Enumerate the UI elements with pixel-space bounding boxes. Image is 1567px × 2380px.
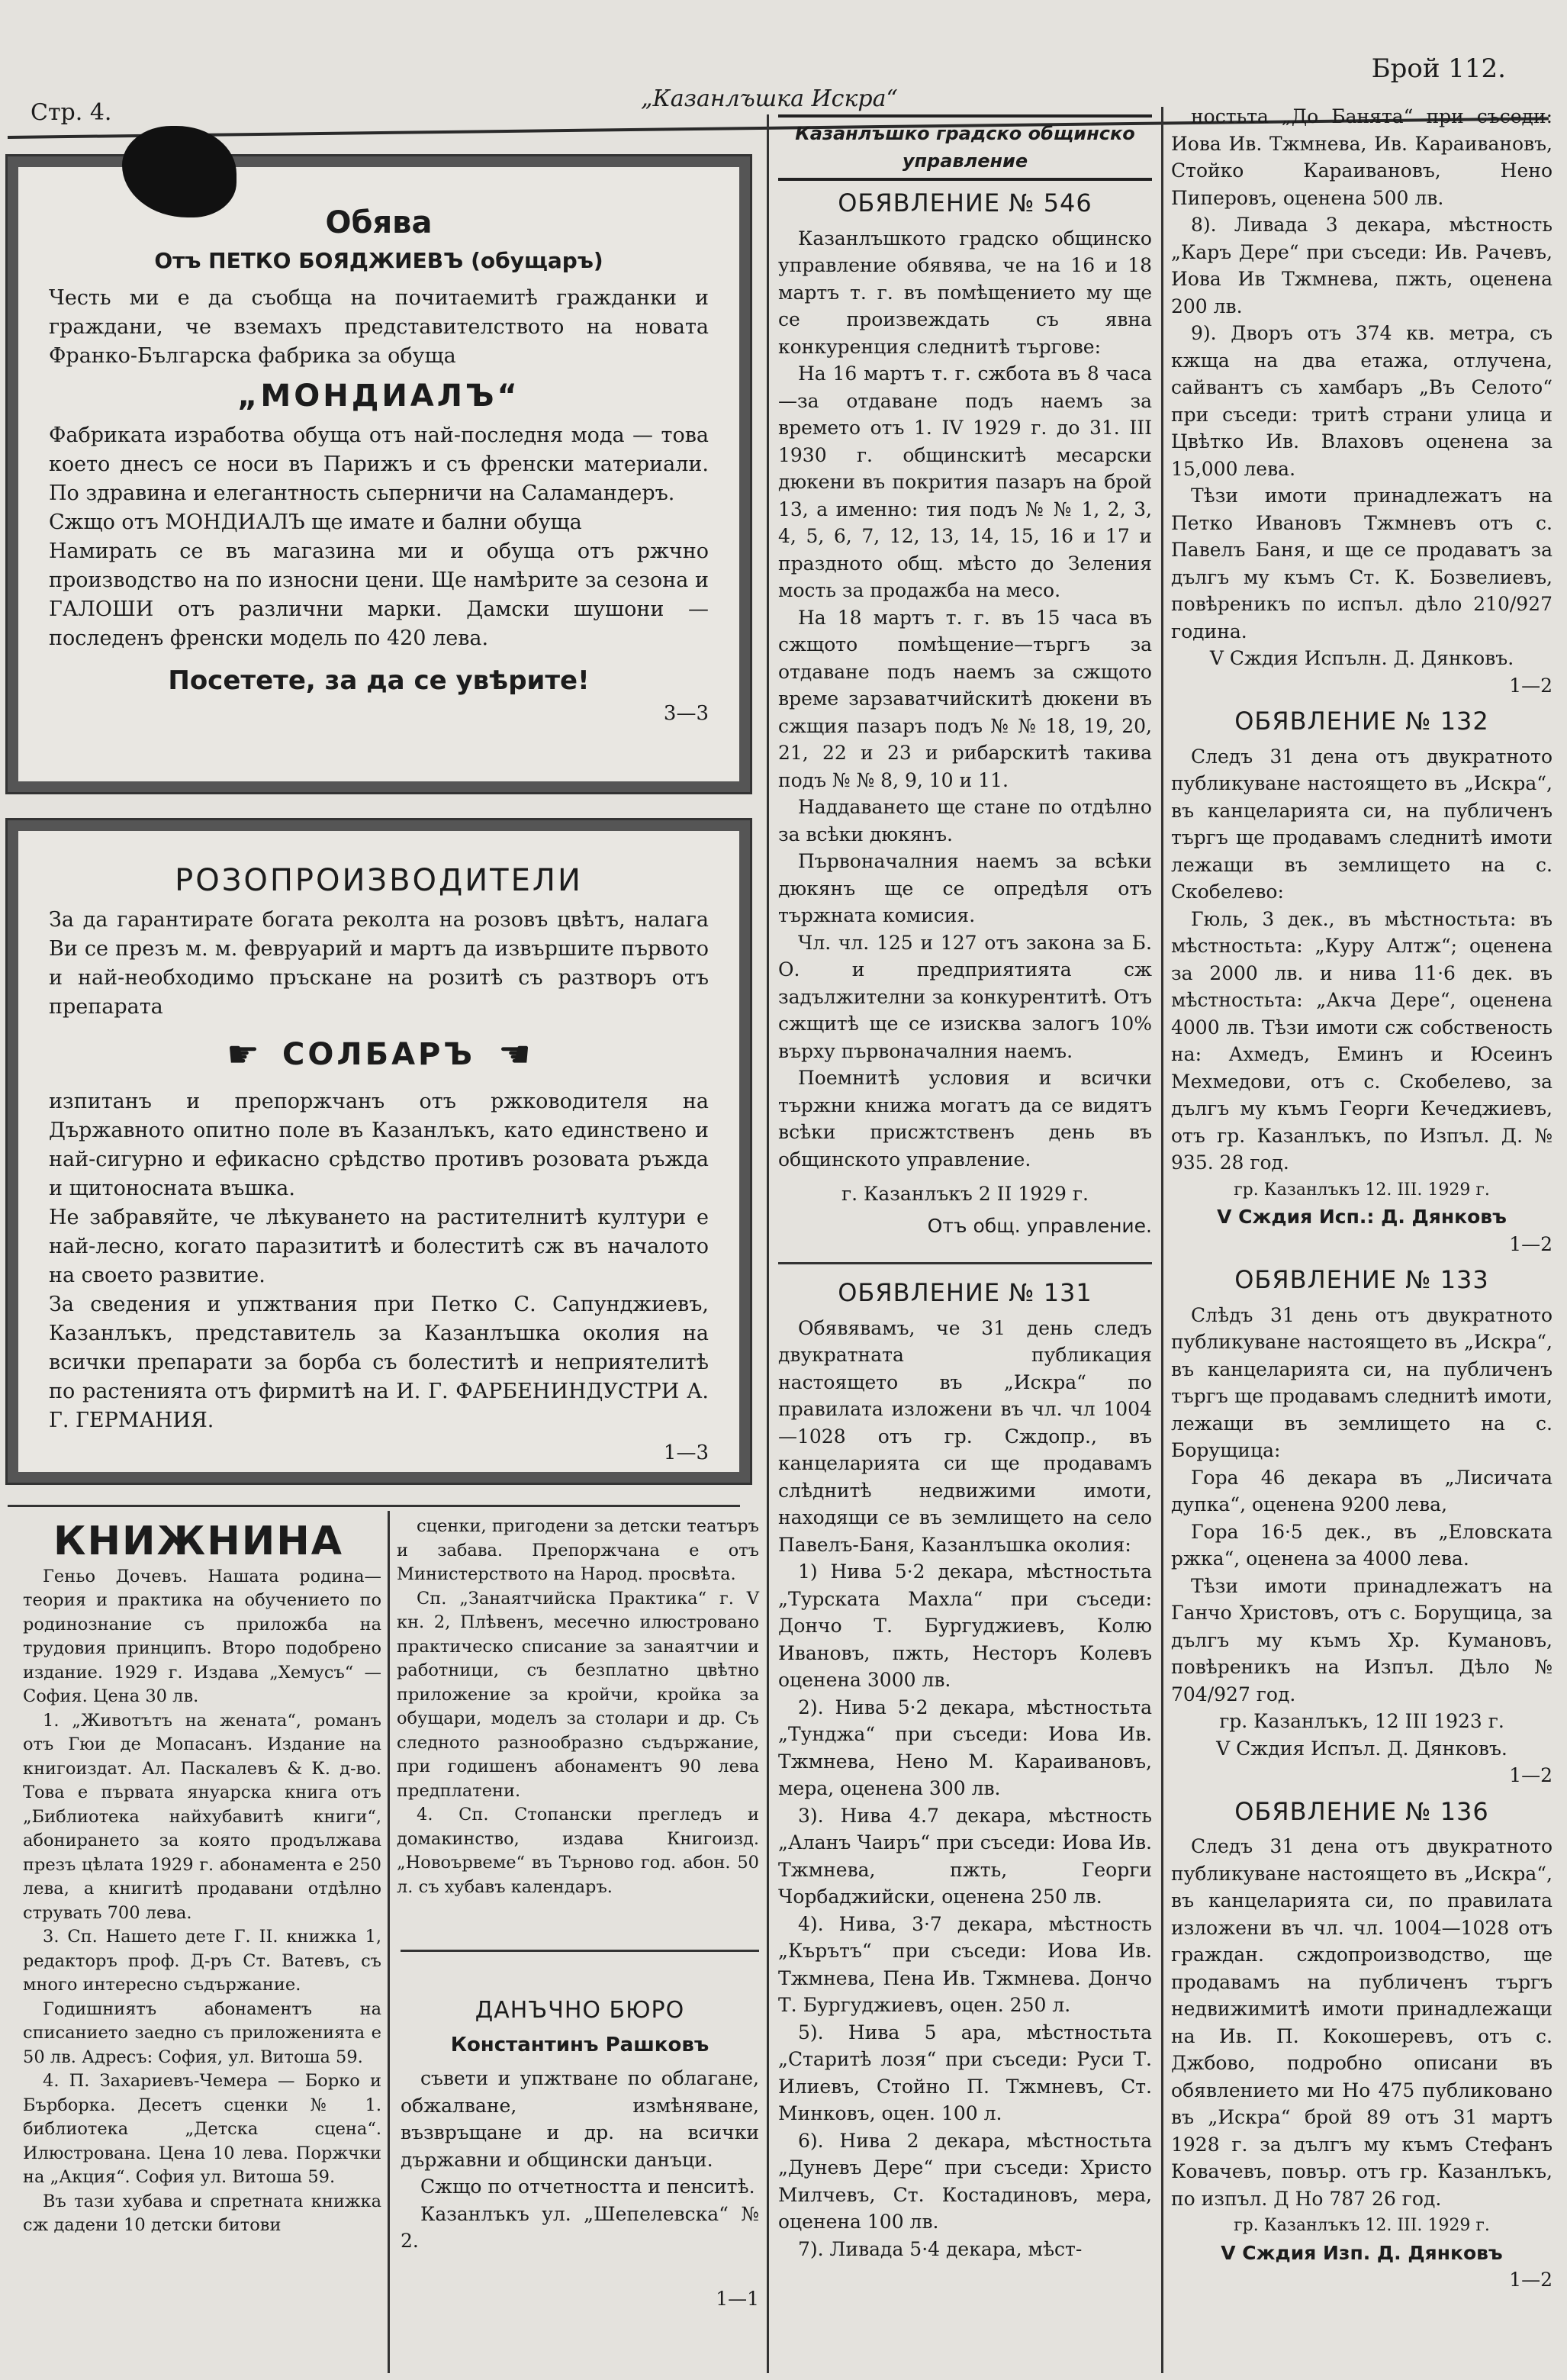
column-rule-1: [388, 1511, 390, 2373]
knijnina-item: Годишниятъ абонаментъ на списанието заедно съ приложенията е 50 лв. Адресъ: София, ул. Витоша 59.: [23, 1998, 381, 2067]
notice-132-place: гр. Казанлъкъ 12. III. 1929 г.: [1234, 1180, 1490, 1200]
notice-136-sign: V Сждия Изп. Д. Дянковъ: [1221, 2241, 1503, 2264]
notice-546-text: Наддаването ще стане по отдѣлно за всѣки дюкянъ.: [778, 796, 1152, 845]
notice-132-text: Гюль, 3 дек., въ мѣстностьта: въ мѣстностьта: „Куру Алтж“; оценена за 2000 лв. и нива 11·6 дек. въ мѣстностьта: „Акча Дере“, оценена 4000 лв. Тѣзи имоти сж собственость на: Ахмедъ, Еминъ и Юсеинъ Мехмедови, отъ с. Скобелево, за дългъ му къмъ Георги Кечеджиевъ, отъ гр. Казанлъкъ, по Изпъл. Д. № 935. 28 год.: [1171, 907, 1553, 1174]
notice-546-title: ОБЯВЛЕНИЕ № 546: [838, 188, 1092, 217]
ad-mondial-from: Отъ ПЕТКО БОЯДЖИЕВЪ (обущаръ): [154, 248, 603, 273]
ad-mondial-title: Обява: [325, 205, 433, 240]
notice-546-sign: Отъ общ. управление.: [927, 1214, 1152, 1237]
knijnina-column-2: [397, 1515, 759, 1899]
column-rule-3: [1161, 107, 1163, 2373]
notice-132-sign: V Сждия Исп.: Д. Дянковъ: [1217, 1206, 1507, 1228]
notice-546-place-date: г. Казанлъкъ 2 II 1929 г.: [841, 1183, 1089, 1205]
notice-546-text: Чл. чл. 125 и 127 отъ закона за Б. О. и предприятията сж задължителни за конкурентитѣ. Отъ сжщитѣ ще се изисква залогъ 10% върху първоначалния наемъ.: [778, 931, 1152, 1062]
notice-131-text: 4). Нива, 3·7 декара, мѣстность „Кърътъ“ при съседи: Иова Ив. Тжмнева, Пена Ив. Тжмнева. Дончо Т. Бургуджиевъ, оцен. 250 л.: [778, 1912, 1152, 2016]
knijnina-item: Въ тази хубава и спретната книжка сж дадени 10 детски битови: [23, 2191, 381, 2235]
knijnina-item: сценки, пригодени за детски театъръ и забава. Препоржчана е отъ Министерството на Народ. просвѣта.: [397, 1516, 759, 1584]
notice-132-title: ОБЯВЛЕНИЕ № 132: [1234, 707, 1489, 736]
danachno-text-1: съвети и упжтване по облагане, обжалване, измѣняване, възвръщане и др. на всички държавни и общински данъци.: [401, 2067, 759, 2171]
pointing-hand-right-icon: ☛: [227, 1033, 260, 1076]
notice-131-number: 1—2: [1509, 674, 1553, 697]
danachno-name: Константинъ Рашковъ: [450, 2033, 709, 2056]
notice-131-title: ОБЯВЛЕНИЕ № 131: [838, 1278, 1092, 1307]
ad-mondial-brand: „МОНДИАЛЪ“: [237, 378, 520, 414]
notice-131-cont: ностьта „До Банята“ при съседи: Иова Ив. Тжмнева, Ив. Караивановъ, Стойко Караивановъ, Нено Пиперовъ, оценена 500 лв.: [1171, 105, 1553, 209]
page-number: Стр. 4.: [31, 99, 112, 126]
notice-133-text: Гора 16·5 дек., въ „Еловската ржка“, оценена за 4000 лева.: [1171, 1520, 1553, 1570]
ad-solbar-text-2: изпитанъ и препоржчанъ отъ ржководителя на Държавното опитно поле въ Казанлъкъ, като единствено и най-сигурно и ефикасно срѣдство противъ розовата ръжда и щитоносната въшка.: [49, 1090, 709, 1200]
notice-136-number: 1—2: [1509, 2269, 1553, 2291]
notice-rule: [778, 1262, 1152, 1264]
issue-number: Брой 112.: [1371, 53, 1506, 84]
ad-solbar-title: РОЗОПРОИЗВОДИТЕЛИ: [175, 863, 583, 898]
section-rule: [8, 1505, 740, 1507]
knijnina-item: 1. „Животътъ на жената“, романъ отъ Гюи де Мопасанъ. Издание на книгоиздат. Ал. Паскалевъ & К. д-во. Това е първата януарска книга отъ „Библиотека найхубавитѣ книги“, абонирането за която продължава презъ цѣлата 1929 г. абонамента е 250 лева, а книгитѣ продавани отдѣлно струвать 700 лева.: [23, 1710, 381, 1923]
notice-136-place: гр. Казанлъкъ 12. III. 1929 г.: [1234, 2216, 1490, 2235]
notice-546-text: На 16 мартъ т. г. сжбота въ 8 часа—за отдаване подъ наемъ за времето отъ 1. IV 1929 г. до 31. III 1930 г. общинскитѣ месарски дюкени въ покрития пазаръ на брой 13, а именно: тия подъ № № 1, 2, 3, 4, 5, 6, 7, 12, 13, 14, 15, 16 и 17 и праздното общ. мѣсто до Зеления мость за продажба на месо.: [778, 362, 1152, 601]
municipal-header: Казанлъшко градско общинско управление: [778, 114, 1152, 181]
notice-131-cont: Тѣзи имоти принадлежатъ на Петко Ивановъ Тжмневъ отъ с. Павелъ Баня, и ще се продаватъ за дългъ му къмъ Ст. К. Бозвелиевъ, повѣреникъ по испъл. дѣло 210/927 година.: [1171, 485, 1553, 643]
ad-mondial-frame: [8, 156, 750, 792]
ad-mondial-text-2: Фабриката изработва обуща отъ най-последня мода — това което днесъ се носи въ Парижъ и съ френски материали. По здравина и елегантность сьперничи на Саламандеръ.: [49, 424, 709, 505]
notice-133-number: 1—2: [1509, 1764, 1553, 1786]
notice-132-text: Следъ 31 дена отъ двукратното публикуване настоящето въ „Искра“, въ канцеларията си, на публиченъ търгъ ще продавамъ следнитѣ имоти лежащи въ землището на с. Скобелево:: [1171, 745, 1553, 903]
ad-solbar-text-1: За да гарантирате богата реколта на розовъ цвѣтъ, налага Ви се презъ м. м. февруарий и мартъ да извършите първото и най-необходимо пръскане на розитѣ съ разтворъ отъ препарата: [49, 908, 709, 1019]
notice-131-text: Обявявамъ, че 31 день следъ двукратната публикация настоящето въ „Искра“ по правилата изложени въ чл. чл 1004—1028 отъ гр. Сждопр., въ канцеларията си ще продавамъ слѣднитѣ недвижими имоти, находящи се въ землището на село Павелъ-Баня, Казанлъшка околия:: [778, 1316, 1152, 1556]
notice-546-text: Казанлъшкото градско общинско управление обявява, че на 16 и 18 мартъ т. г. въ помѣщението му ще се произвеждать съ явна конкуренция следнитѣ търгове:: [778, 227, 1152, 358]
notice-131-text: 1) Нива 5·2 декара, мѣстностьта „Турската Махла“ при съседи: Дончо Т. Бургуджиевъ, Колю Ивановъ, пжть, Несторъ Колевъ оценена 3000 лв.: [778, 1560, 1152, 1691]
notice-546-text: Поемнитѣ условия и всички тържни книжа могатъ да се видятъ всѣки присжтственъ день въ общинското управление.: [778, 1067, 1152, 1171]
notice-131-sign: V Сждия Испълн. Д. Дянковъ.: [1209, 647, 1514, 669]
knijnina-item: 4. Сп. Стопански прегледъ и домакинство, издава Книгоизд. „Новоървеме“ въ Търново год. абон. 50 л. съ хубавъ календаръ.: [397, 1805, 759, 1897]
ad-solbar-frame: [8, 820, 750, 1483]
notice-131-text: 2). Нива 5·2 декара, мѣстностьта „Тунджа“ при съседи: Иова Ив. Тжмнева, Нено М. Караивановъ, мера, оценена 300 лв.: [778, 1696, 1152, 1799]
ad-solbar-number: 1—3: [663, 1441, 709, 1464]
ad-solbar-text-3: Не забравяйте, че лѣкуването на растителнитѣ култури е най-лесно, когато паразититѣ и болеститѣ сж въ началото на своето развитие.: [49, 1206, 709, 1287]
knijnina-item: 4. П. Захариевъ-Чемера — Борко и Бърборка. Десетъ сценки № 1. библиотека „Детска сцена“. Илюстрована. Цена 10 лева. Поржчки на „Акция“. София ул. Витоша 59.: [23, 2071, 381, 2187]
ad-solbar-brand: СОЛБАРЪ: [282, 1037, 475, 1072]
notice-131-text: 7). Ливада 5·4 декара, мѣст-: [798, 2237, 1083, 2260]
ad-mondial-text-3: Сжщо отъ МОНДИАЛЪ ще имате и бални обуща: [49, 510, 582, 534]
paper-name: „Казанлъшка Искра“: [641, 85, 898, 112]
notice-133-sign: V Сждия Испъл. Д. Дянковъ.: [1216, 1737, 1507, 1760]
notice-133-place: гр. Казанлъкъ, 12 III 1923 г.: [1219, 1710, 1504, 1732]
ad-mondial-text-1: Честь ми е да съобща на почитаемитѣ гражданки и граждани, че вземахъ представителството на новата Франко-Българска фабрика за обуща: [49, 286, 709, 368]
masthead: [0, 23, 1567, 126]
danachno-text-3: Казанлъкъ ул. „Шепелевска“ № 2.: [401, 2202, 759, 2252]
ad-mondial-text-4: Намирать се въ магазина ми и обуща отъ ржчно производство на по износни цени. Ще намѣрите за сезона и ГАЛОШИ отъ различни марки. Дамски шушони — последенъ френски модель по 420 лева.: [49, 539, 709, 650]
danachno-title: ДАНЪЧНО БЮРО: [475, 1997, 685, 2024]
notice-546-text: Първоначалния наемъ за всѣки дюкянъ ще се опредѣля отъ тържната комисия.: [778, 850, 1152, 926]
knijnina-item: 3. Сп. Нашето дете Г. II. книжка 1, редакторъ проф. Д-ръ Ст. Ватевъ, съ много интересно съдържание.: [23, 1927, 381, 1995]
ad-solbar-brand-row: [49, 1029, 709, 1080]
notice-131-text: 5). Нива 5 ара, мѣстностьта „Старитѣ лозя“ при съседи: Руси Т. Илиевъ, Стойно П. Тжмневъ, Ст. Минковъ, оцен. 100 л.: [778, 2021, 1152, 2124]
knijnina-item: Сп. „Занаятчийска Практика“ г. V кн. 2, Плѣвенъ, месечно илюстровано практическо списание за занаятчии и работници, съ безплатно цвѣтно приложение за кройчи, кройка за обущари, моделъ за столари и др. Съ следното разнообразно съдържание, при годишенъ абонаментъ 90 лева предплатени.: [397, 1588, 759, 1801]
notice-136-text: Следъ 31 дена отъ двукратното публикуване настоящето въ „Искра“, въ канцеларията си, по правилата изложени въ чл. чл. 1004—1028 отъ граждан. сждопроизводство, ще продавамъ на публиченъ търгъ недвижимитѣ имоти принадлежащи на Ив. П. Кокошеревъ, отъ с. Джбово, подробно описани въ обявлението ми Но 475 публиковано въ „Искра“ брой 89 отъ 31 мартъ 1928 г. за дългъ му къмъ Стефанъ Ковачевъ, повър. отъ гр. Казанлъкъ, по изпъл. Д Но 787 26 год.: [1171, 1835, 1553, 2210]
ad-mondial-number: 3—3: [663, 702, 709, 725]
notice-132-number: 1—2: [1509, 1232, 1553, 1255]
danachno-rule: [401, 1950, 759, 1952]
notice-133-text: Гора 46 декара въ „Лисичата дупка“, оценена 9200 лева,: [1171, 1466, 1553, 1515]
danachno-box: [401, 1988, 759, 2312]
notice-131-text: 6). Нива 2 декара, мѣстностьта „Дуневъ Дере“ при съседи: Христо Милчевъ, Ст. Костадиновъ, мера, оценена 100 лв.: [778, 2129, 1152, 2233]
notice-131-text: 3). Нива 4.7 декара, мѣстность „Аланъ Чаиръ“ при съседи: Иова Ив. Тжмнева, пжть, Георги Чорбаджийски, оценена 250 лв.: [778, 1804, 1152, 1908]
column-rule-2: [767, 114, 769, 2373]
notice-546-text: На 18 мартъ т. г. въ 15 часа въ сжщото помѣщение—търгъ за отдаване подъ наемъ за сжщото време зарзаватчийскитѣ дюкени въ сжщия пазаръ подъ № № 18, 19, 20, 21, 22 и 23 и рибарскитѣ такива подъ № № 8, 9, 10 и 11.: [778, 606, 1152, 791]
knijnina-column-1: [23, 1515, 381, 2238]
notice-131-cont: 9). Дворъ отъ 374 кв. метра, съ кжща на два етажа, отлучена, сайвантъ съ хамбаръ „Въ Селото“ при съседи: тритѣ страни улица и Цвѣтко Ив. Влаховъ оценена за 15,000 лева.: [1171, 322, 1553, 480]
notice-133-text: Тѣзи имоти принадлежатъ на Ганчо Христовъ, отъ с. Борущица, за дългъ му къмъ Хр. Кумановъ, повѣреникъ на Изпъл. Дѣло № 704/927 год.: [1171, 1574, 1553, 1705]
column-3: [778, 114, 1152, 2262]
pointing-hand-left-icon: ☚: [497, 1033, 531, 1076]
ad-solbar-text-4: За сведения и упжтвания при Петко С. Сапунджиевъ, Казанлъкъ, представитель за Казанлъшка околия на всички препарати за борба съ болеститѣ и неприятелитѣ по растенията отъ фирмитѣ на И. Г. ФАРБЕНИНДУСТРИ А. Г. ГЕРМАНИЯ.: [49, 1293, 709, 1432]
danachno-number: 1—1: [716, 2287, 759, 2310]
notice-133-text: Слѣдъ 31 день отъ двукратното публикуване настоящето въ „Искра“, въ канцеларията си, на публиченъ търгъ ще продавамъ следнитѣ имоти, лежащи въ землището на с. Борущица:: [1171, 1303, 1553, 1461]
ad-mondial-call: Посетете, за да се увѣрите!: [168, 665, 590, 696]
danachno-text-2: Сжщо по отчетността и пенситѣ.: [420, 2175, 755, 2198]
column-4: [1171, 103, 1553, 2294]
notice-136-title: ОБЯВЛЕНИЕ № 136: [1234, 1796, 1489, 1826]
knijnina-title: КНИЖНИНА: [53, 1518, 343, 1564]
knijnina-item: Геньо Дочевъ. Нашата родина—теория и практика на обучението по родинознание съ приложба на трудовия принципъ. Второ подобрено издание. 1929 г. Издава „Хемусъ“ — София. Цена 30 лв.: [23, 1566, 381, 1706]
notice-131-cont: 8). Ливада 3 декара, мѣстность „Каръ Дере“ при съседи: Ив. Рачевъ, Иова Ив Тжмнева, пжть, оценена 200 лв.: [1171, 214, 1553, 317]
notice-133-title: ОБЯВЛЕНИЕ № 133: [1234, 1265, 1489, 1294]
